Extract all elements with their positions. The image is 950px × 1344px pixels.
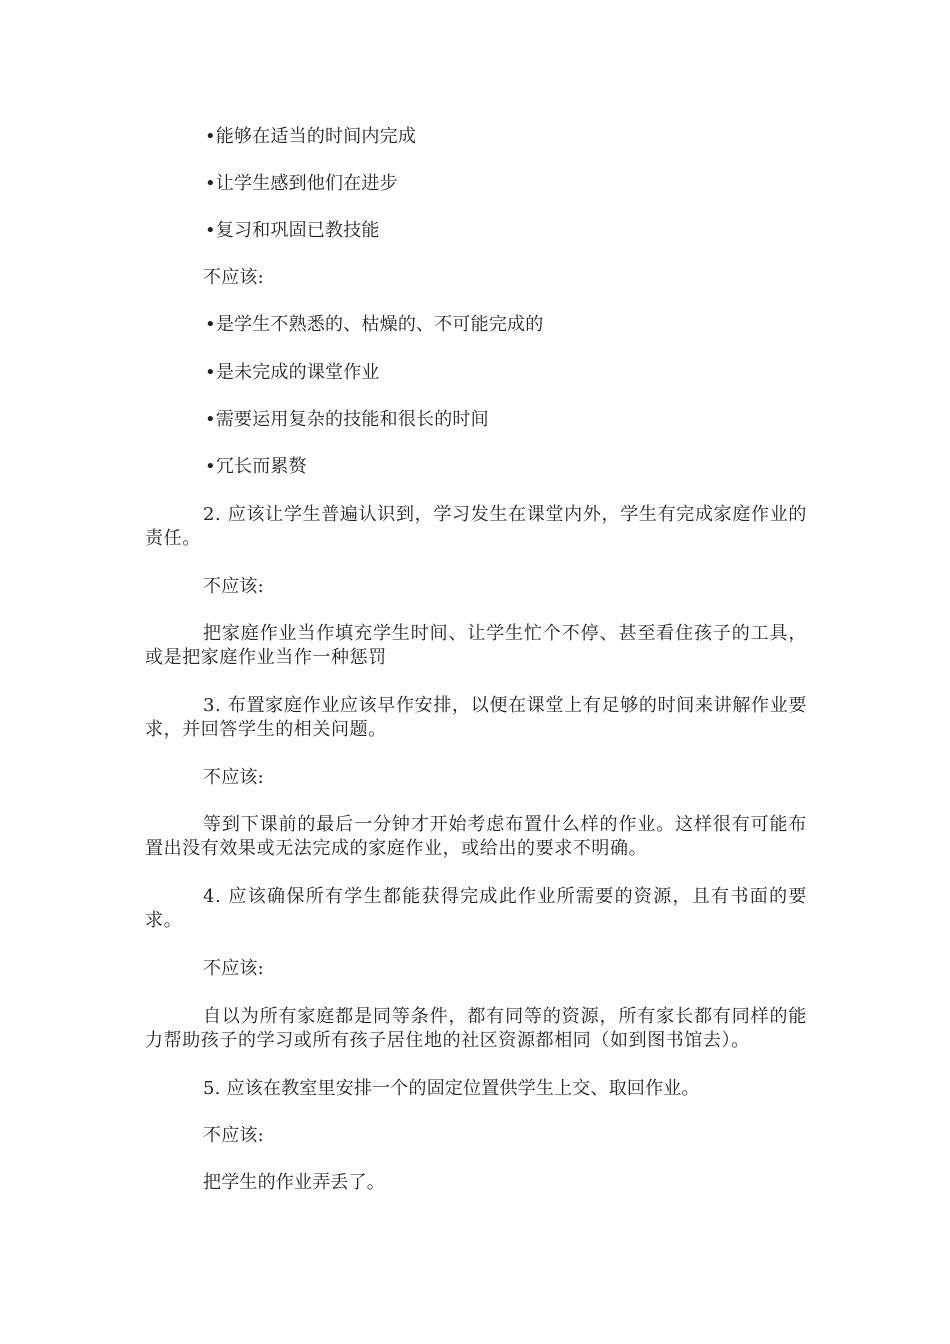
item-2-not-paragraph: 把家庭作业当作填充学生时间、让学生忙个不停、甚至看住孩子的工具，或是把家庭作业当作一种惩罚 xyxy=(145,623,807,668)
item-2-paragraph: 2. 应该让学生普遍认识到，学习发生在课堂内外，学生有完成家庭作业的责任。 xyxy=(145,504,807,549)
item-5-paragraph: 5. 应该在教室里安排一个的固定位置供学生上交、取回作业。 xyxy=(203,1078,700,1099)
should-not-label: 不应该: xyxy=(203,267,264,288)
bullet-item: •让学生感到他们在进步 xyxy=(205,173,398,194)
item-3-paragraph: 3. 布置家庭作业应该早作安排，以便在课堂上有足够的时间来讲解作业要求，并回答学生的相关问题。 xyxy=(145,695,807,740)
item-4-not-paragraph: 自以为所有家庭都是同等条件，都有同等的资源，所有家长都有同样的能力帮助孩子的学习或所有孩子居住地的社区资源都相同（如到图书馆去）。 xyxy=(145,1006,807,1051)
should-not-label: 不应该: xyxy=(203,576,264,597)
bullet-item: •需要运用复杂的技能和很长的时间 xyxy=(205,409,489,430)
bullet-item: •是学生不熟悉的、枯燥的、不可能完成的 xyxy=(205,314,544,335)
bullet-item: •是未完成的课堂作业 xyxy=(205,362,380,383)
bullet-item: •冗长而累赘 xyxy=(205,456,307,477)
should-not-label: 不应该: xyxy=(203,958,264,979)
item-3-not-paragraph: 等到下课前的最后一分钟才开始考虑布置什么样的作业。这样很有可能布置出没有效果或无法完成的家庭作业，或给出的要求不明确。 xyxy=(145,814,807,859)
item-4-paragraph: 4. 应该确保所有学生都能获得完成此作业所需要的资源，且有书面的要求。 xyxy=(145,886,807,931)
bullet-item: •能够在适当的时间内完成 xyxy=(205,126,417,147)
should-not-label: 不应该: xyxy=(203,767,264,788)
item-5-not-paragraph: 把学生的作业弄丢了。 xyxy=(203,1172,385,1193)
should-not-label: 不应该: xyxy=(203,1125,264,1146)
bullet-item: •复习和巩固已教技能 xyxy=(205,220,380,241)
